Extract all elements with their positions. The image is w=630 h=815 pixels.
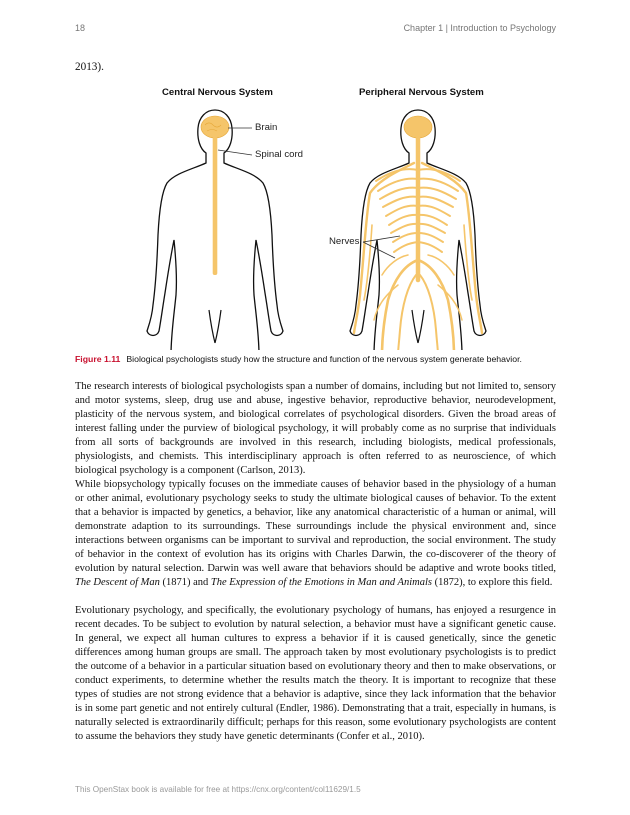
paragraph-2-text-a: While biopsychology typically focuses on the immediate causes of behavior based in the physiology of a human or other animal, evolutionary psychology seeks to study the ultimate biological causes of behavior. To the extent that a behavior is impacted by genetics, a behavior, like any anatomical characteristic of a human or animal, will demonstrate adaption to its surroundings. These surroundings include the physical environment and, since interactions between organisms can be important to survival and reproduction, the social environment. The study of behavior in the context of evolution has its origins with Charles Darwin, the co-discoverer of the theory of evolution by natural selection. Darwin was well aware that behaviors should be adaptive and wrote books titled, <box>75 479 556 575</box>
continuation-text: 2013). <box>75 61 104 73</box>
figure-number: Figure 1.11 <box>75 354 121 364</box>
figure-caption-text: Biological psychologists study how the structure and function of the nervous system generate behavior. <box>126 354 522 364</box>
brain-shape <box>201 116 229 138</box>
paragraph-2 <box>75 478 556 590</box>
running-header: Chapter 1 | Introduction to Psychology <box>403 23 556 33</box>
paragraph-3: Evolutionary psychology, and specifically, the evolutionary psychology of humans, has enjoyed a resurgence in recent decades. To be subject to evolution by natural selection, a behavior must have a significant genetic cause. In general, we expect all human cultures to express a behavior if it is caused genetically, since the genetic differences among human groups are small. The approach taken by most evolutionary psychologists is to predict the outcome of a behavior in a particular situation based on evolutionary theory and then to make observations, or conduct experiments, to determine whether the results match the theory. It is important to recognize that these types of studies are not strong evidence that a behavior is adaptive, since they lack information that the behavior is in some part genetic and not entirely cultural (Endler, 1986). Demonstrating that a trait, especially in humans, is naturally selected is extraordinarily difficult; perhaps for this reason, some evolutionary psychologists are content to assume the behaviors they study have genetic determinants (Confer et al., 2010). <box>75 605 556 743</box>
book-title-descent-of-man: The Descent of Man <box>75 577 160 589</box>
spinal-cord-label: Spinal cord <box>255 149 303 160</box>
nerves-label: Nerves <box>329 236 360 247</box>
nervous-system-figure <box>0 0 630 350</box>
paragraph-2-text-c: (1872), to explore this field. <box>431 577 553 589</box>
brain-label: Brain <box>255 122 278 133</box>
cns-body-figure <box>147 110 283 350</box>
page-number: 18 <box>75 23 86 33</box>
paragraph-1: The research interests of biological psychologists span a number of domains, including but not limited to, sensory and motor systems, sleep, drug use and abuse, ingestive behavior, reproductive behavior, neurodevelopment, plasticity of the nervous system, and biological correlates of psychological disorders. Given the broad areas of interest falling under the purview of biological psychology, it will probably come as no surprise that individuals from all sorts of backgrounds are involved in this research, including biologists, medical professionals, physiologists, and chemists. This interdisciplinary approach is often referred to as neuroscience, of which biological psychology is a component (Carlson, 2013). <box>75 381 556 477</box>
paragraph-2-text-b: (1871) and <box>159 577 211 589</box>
page-footer: This OpenStax book is available for free at https://cnx.org/content/col11629/1.5 <box>75 785 361 794</box>
book-title-expression-of-emotions: The Expression of the Emotions in Man and Animals <box>210 577 432 589</box>
figure-caption <box>75 354 565 365</box>
cns-title: Central Nervous System <box>162 87 273 98</box>
spinal-cord-shape <box>213 137 218 275</box>
pns-title: Peripheral Nervous System <box>359 87 484 98</box>
pns-body-figure <box>350 110 486 350</box>
